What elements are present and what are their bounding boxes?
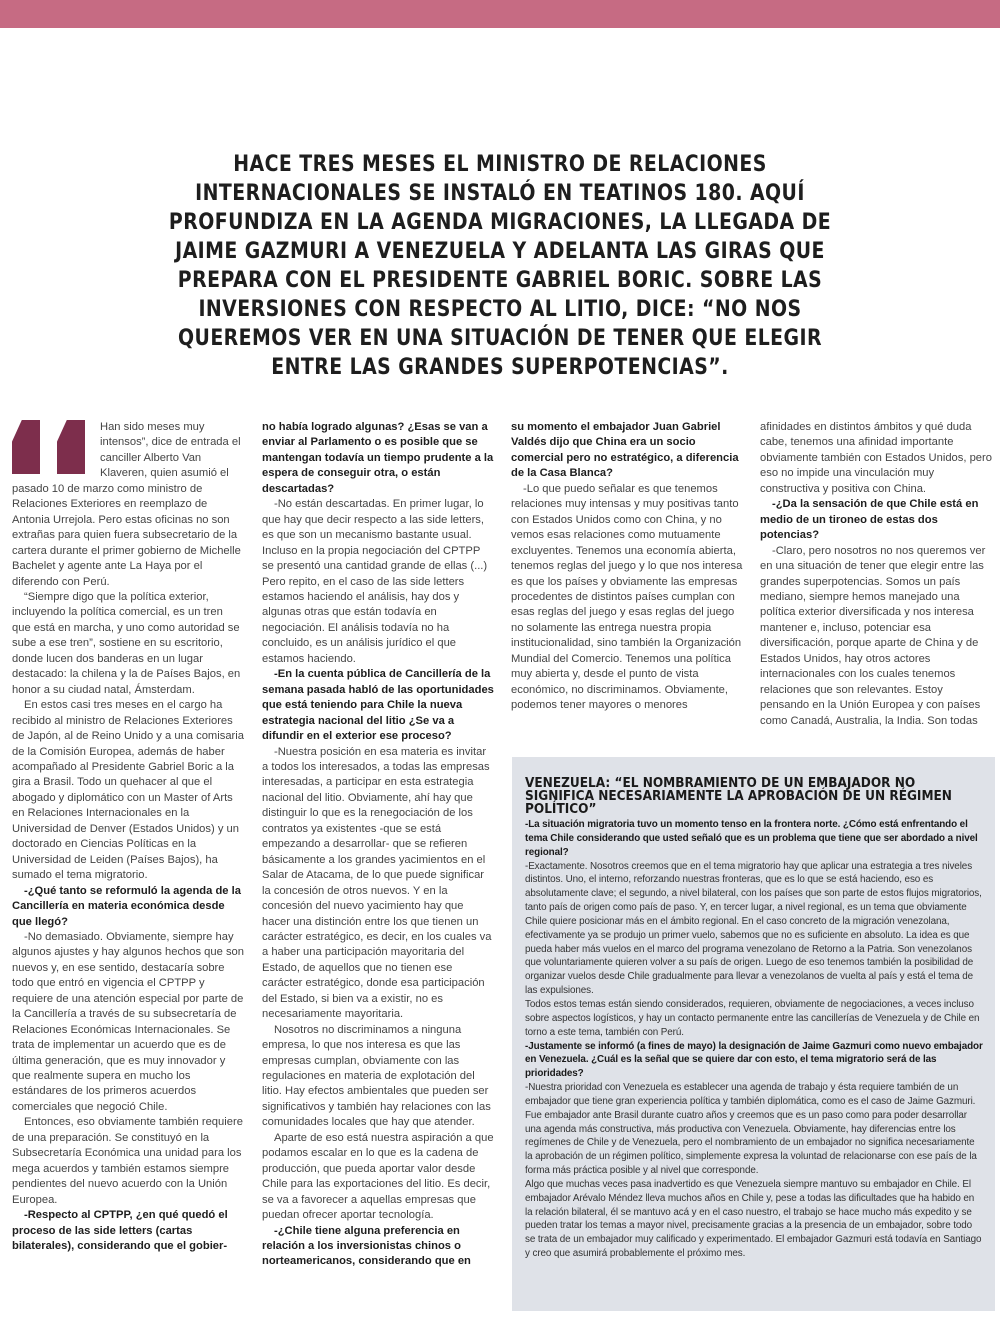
interview-question: -¿Da la sensación de que Chile está en medio de un tironeo de estas dos potencias?: [760, 498, 979, 542]
paragraph: -Lo que puedo señalar es que tenemos relaciones muy intensas y muy positivas tanto con Estados Unidos como con China, y no vemos esas relaciones como mutuamente excluyentes. Tenemos una economía abierta, tenemos reglas del juego y lo que nos interesa es que los países y obviamente las empresas procedentes de distintos países cumplan con esas reglas del juego y esas reglas del juego no solamente las entrega nuestra propia institucionalidad, sino también la Organización Mundial del Comercio. Tenemos una política muy abierta y, desde el punto de vista económico, no discriminamos. Obviamente, podemos tener mayores o menores: [511, 482, 743, 712]
article-column-3: [511, 420, 743, 714]
paragraph: En estos casi tres meses en el cargo ha recibido al ministro de Relaciones Exteriores de Japón, al de Reino Unido y a una comisaria de la Comisión Europea, además de haber acompañado al Presidente Gabriel Boric a la gira a Brasil. Todo un quehacer al que el abogado y diplomático con un Master of Arts en Relaciones Internacionales en la Universidad de Denver (Estados Unidos) y un doctorado en Ciencias Políticas en la Universidad de Leiden (Países Bajos), ha sumado el tema migratorio.: [12, 699, 244, 882]
paragraph: Han sido meses muy intensos”, dice de entrada el canciller Alberto Van Klaveren, quien asumió el pasado 10 de marzo como ministro de Relaciones Exteriores en reemplazo de Antonia Urrejola. Pero estas oficinas no son extrañas para quien fuera subsecretario de la cartera durante el primer gobierno de Michelle Bachelet y agente ante La Haya por el diferendo con Perú.: [12, 421, 241, 588]
article-column-1: [12, 420, 244, 1254]
article-column-2: [262, 420, 494, 1270]
venezuela-sidebar-box: [512, 757, 995, 1311]
interview-question: -¿Chile tiene alguna preferencia en relación a los inversionistas chinos o norteamericanos, considerando que en: [262, 1224, 471, 1268]
interview-question: -¿Qué tanto se reformuló la agenda de la Cancillería en materia económica desde que llegó?: [12, 884, 241, 928]
paragraph: Aparte de eso está nuestra aspiración a que podamos escalar en lo que es la cadena de producción, que pueda aportar valor desde Chile para las exportaciones del litio. Es decir, se va a favorecer a aquellas empresas que puedan ofrecer aportar tecnología.: [262, 1131, 494, 1222]
interview-question: -En la cuenta pública de Cancillería de la semana pasada habló de las oportunidades que está teniendo para Chile la nueva estrategia nacional del litio ¿Se va a difundir en el exterior ese proceso?: [262, 668, 494, 743]
paragraph: “Siempre digo que la política exterior, incluyendo la política comercial, es un tren que está en marcha, y uno como autoridad se sube a ese tren”, sostiene en su escritorio, donde lucen dos banderas en un lugar destacado: la chilena y la de Países Bajos, en honor a su ciudad natal, Ámsterdam.: [12, 590, 241, 696]
sidebar-paragraph: Algo que muchas veces pasa inadvertido es que Venezuela siempre mantuvo su embajador en Chile. El embajador Arévalo Méndez lleva muchos años en Chile y, pese a todas las dificultades que ha habido en la relación bilateral, él se mantuvo acá y en el caso nuestro, el trabajo se hace mucho más expedito y se pueden tratar los temas a mayor nivel, precisamente gracias a la presencia de un embajador, sobre todo se trata de un embajador muy calificado y experimentado. El embajador Gazmuri está todavía en Santiago y creo que asumirá probablemente el próximo mes.: [525, 1178, 982, 1260]
paragraph: -No están descartadas. En primer lugar, lo que hay que decir respecto a las side letters, es que son un mecanismo bastante usual. Incluso en la propia negociación del CPTPP se presentó una cantidad grande de ellas (...) Pero repito, en el caso de las side letters estamos haciendo el análisis, hay dos y algunas otras que están todavía en negociación. El análisis todavía no ha concluido, es un análisis jurídico el que estamos haciendo.: [262, 498, 488, 665]
sidebar-question: -La situación migratoria tuvo un momento tenso en la frontera norte. ¿Cómo está enfrentando el tema Chile considerando que usted señaló que es un problema que tiene que ser abordado a nivel regional?: [525, 819, 978, 858]
sidebar-paragraph: Todos estos temas están siendo considerados, requieren, obviamente de negociaciones, a veces incluso sobre aspectos logísticos, y hay un contacto permanente entre las cancillerías de Venezuela y de Chile en torno a este tema, también con Perú.: [525, 998, 980, 1038]
accent-bar: [0, 0, 1000, 28]
quote-mark-icon: [12, 420, 92, 480]
sidebar-title: VENEZUELA: “EL NOMBRAMIENTO DE UN EMBAJADOR NO SIGNIFICA NECESARIAMENTE LA APROBACIÓN DE UN RÉGIMEN POLÍTICO”: [525, 776, 952, 817]
headline-lead: HACE TRES MESES EL MINISTRO DE RELACIONES INTERNACIONALES SE INSTALÓ EN TEATINOS 180. AQUÍ PROFUNDIZA EN LA AGENDA MIGRACIONES, LA LLEGADA DE JAIME GAZMURI A VENEZUELA Y ADELANTA LAS GIRAS QUE PREPARA CON EL PRESIDENTE GABRIEL BORIC. SOBRE LAS INVERSIONES CON RESPECTO AL LITIO, DICE: “NO NOS QUEREMOS VER EN UNA SITUACIÓN DE TENER QUE ELEGIR ENTRE LAS GRANDES SUPERPOTENCIAS”.: [168, 152, 832, 380]
interview-question: -Respecto al CPTPP, ¿en qué quedó el proceso de las side letters (cartas bilaterales), considerando que el gobier-: [12, 1209, 228, 1253]
sidebar-paragraph: -Exactamente. Nosotros creemos que en el tema migratorio hay que aplicar una estrategia a tres niveles distintos. Uno, el interno, reforzando nuestras fronteras, que es lo que se está haciendo, eso es absolutamente clave; el segundo, a nivel bilateral, con los países que son parte de estos flujos migratorios, tanto país de origen como país de paso. Y, en tercer lugar, a nivel regional, es un tema que obviamente Chile quiere posicionar más en el ámbito regional. En el caso concreto de la migración venezolana, efectivamente ya se produjo un primer vuelo, sabemos que no es suficiente en absoluto. La idea es que pueda haber más vuelos en el marco del programa venezolano de Retorno a la Patria. Son venezolanos que voluntariamente quieren volver a su país de origen. Luego de eso tenemos también la posibilidad de organizar vuelos desde Chile gradualmente para llevar a venezolanos de vuelta al país y está el tema de las expulsiones.: [525, 860, 982, 997]
paragraph: Entonces, eso obviamente también requiere de una preparación. Se constituyó en la Subsecretaría Económica una unidad para los mega acuerdos y también estamos siempre pendientes del nuevo acuerdo con la Unión Europea.: [12, 1116, 243, 1206]
paragraph: -No demasiado. Obviamente, siempre hay algunos ajustes y hay algunos hechos que son nuevos y, en ese sentido, destacaría sobre todo que entró en vigencia el CPTPP y requiere de una atención especial por parte de la Cancillería a través de su subsecretaría de Relaciones Económicas Internacionales. Se trata de implementar un acuerdo que es de última generación, que es muy innovador y que realmente supera en mucho los estándares de los primeros acuerdos comerciales que negoció Chile.: [12, 930, 244, 1113]
interview-question: su momento el embajador Juan Gabriel Valdés dijo que China era un socio comercial pero no estratégico, a diferencia de la Casa Blanca?: [511, 421, 739, 480]
paragraph: afinidades en distintos ámbitos y qué duda cabe, tenemos una afinidad importante obviamente también con Estados Unidos, pero eso no impide una vinculación muy constructiva y positiva con China.: [760, 421, 992, 495]
paragraph: -Nuestra posición en esa materia es invitar a todos los interesados, a todas las empresas interesadas, a participar en esta estrategia nacional del litio. Obviamente, ahí hay que distinguir lo que es la renegociación de los contratos ya existentes -que se está empezando a desarrollar- que se refieren básicamente a los grandes yacimientos en el Salar de Atacama, de lo que puede significar la concesión de otros nuevos. Y en la concesión del nuevo yacimiento hay que hacer una distinción entre los que tienen un carácter estratégico, es decir, en los cuales va a haber una participación mayoritaria del Estado, de aquellos que no tienen ese carácter estratégico, donde esa participación del Estado, si bien va a existir, no es necesariamente mayoritaria.: [262, 745, 492, 1021]
sidebar-body: [525, 818, 983, 1261]
paragraph: Nosotros no discriminamos a ninguna empresa, lo que nos interesa es que las empresas cumplan, obviamente con las regulaciones en materia de explotación del litio. Hay efectos ambientales que pueden ser significativos y también hay relaciones con las comunidades locales que hay que atender.: [262, 1023, 491, 1129]
sidebar-paragraph: -Nuestra prioridad con Venezuela es establecer una agenda de trabajo y ésta requiere también de un embajador que tiene gran experiencia política y también diplomática, como es el caso de Jaime Gazmuri. Fue embajador ante Brasil durante cuatro años y creemos que es un paso como para poder desarrollar una agenda más constructiva, más productiva con Venezuela. Obviamente, hay diferencias entre los regímenes de Chile y de Venezuela, pero el nombramiento de un embajador no significa necesariamente la aprobación de un régimen político, simplemente expresa la voluntad de relacionarse con ese país de la forma más práctica posible y al nivel que corresponde.: [525, 1082, 977, 1177]
interview-question: no había logrado algunas? ¿Esas se van a enviar al Parlamento o es posible que se mantengan todavía un tiempo prudente a la espera de conseguir otra, o están descartadas?: [262, 421, 494, 495]
article-column-4: [760, 420, 992, 729]
sidebar-question: -Justamente se informó (a fines de mayo) la designación de Jaime Gazmuri como nuevo embajador en Venezuela. ¿Cuál es la señal que se quiere dar con esto, el tema migratorio será de las prioridades?: [525, 1040, 983, 1080]
paragraph: -Claro, pero nosotros no nos queremos ver en una situación de tener que elegir entre las grandes superpotencias. Somos un país mediano, siempre hemos manejado una política exterior diversificada y nos interesa mantener e, incluso, potenciar esa diversificación, porque aparte de China y de Estados Unidos, hay otros actores internacionales con los cuales tenemos relaciones que son relevantes. Estoy pensando en la Unión Europea y con países como Canadá, Australia, la India. Son todas: [760, 544, 986, 727]
